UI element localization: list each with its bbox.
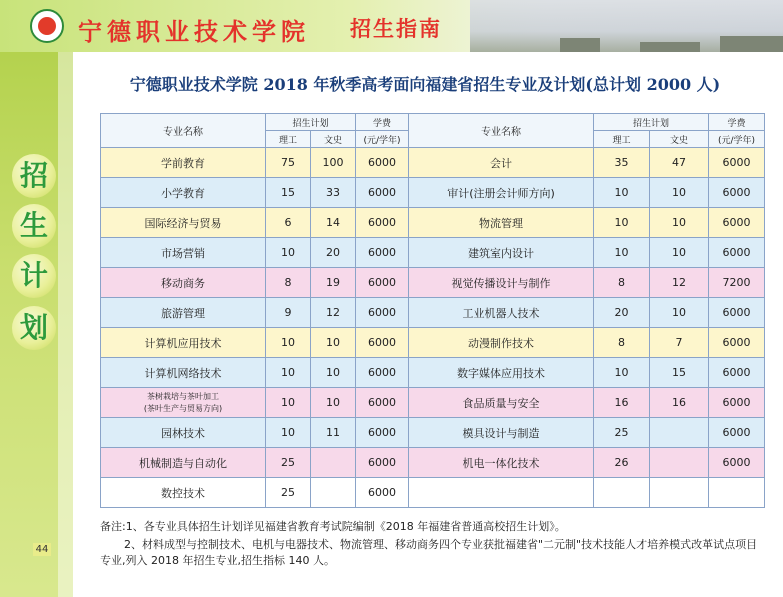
- header-building: [720, 36, 783, 52]
- arts-left: 100: [311, 148, 356, 178]
- page-title: 宁德职业技术学院 2018 年秋季高考面向福建省招生专业及计划(总计划 2000 人): [129, 75, 721, 94]
- major-left: 移动商务: [101, 268, 266, 298]
- major-left-line1: 茶树栽培与茶叶加工: [147, 391, 219, 401]
- major-left: 国际经济与贸易: [101, 208, 266, 238]
- major-right: 建筑室内设计: [409, 238, 594, 268]
- sci-right: 16: [594, 388, 650, 418]
- major-left: 市场营销: [101, 238, 266, 268]
- header-fee-unit-left: (元/学年): [356, 131, 409, 148]
- table-row: [101, 478, 765, 508]
- sci-right: 20: [594, 298, 650, 328]
- major-left: 计算机应用技术: [101, 328, 266, 358]
- table-row: [101, 208, 765, 238]
- sci-left: 9: [266, 298, 311, 328]
- major-left: 小学教育: [101, 178, 266, 208]
- header-school-name: 宁德职业技术学院: [78, 17, 310, 46]
- major-right: 视觉传播设计与制作: [409, 268, 594, 298]
- sci-right: 35: [594, 148, 650, 178]
- fee-left: 6000: [356, 208, 409, 238]
- sci-right: 10: [594, 178, 650, 208]
- arts-left: [311, 448, 356, 478]
- table-row: [101, 448, 765, 478]
- major-right: 工业机器人技术: [409, 298, 594, 328]
- fee-left: 6000: [356, 418, 409, 448]
- arts-left: 10: [311, 328, 356, 358]
- table-row: [101, 238, 765, 268]
- sci-left: 10: [266, 238, 311, 268]
- fee-right: 6000: [709, 418, 765, 448]
- table-row: [101, 328, 765, 358]
- header-fee-right: 学费: [709, 114, 765, 131]
- header-fee-left: 学费: [356, 114, 409, 131]
- fee-left: 6000: [356, 178, 409, 208]
- table-row: [101, 388, 765, 418]
- arts-right: [650, 418, 709, 448]
- fee-right: 6000: [709, 448, 765, 478]
- major-left: 数控技术: [101, 478, 266, 508]
- fee-right: 6000: [709, 148, 765, 178]
- fee-right: 7200: [709, 268, 765, 298]
- arts-right: 10: [650, 178, 709, 208]
- major-right: 机电一体化技术: [409, 448, 594, 478]
- major-left: 园林技术: [101, 418, 266, 448]
- sci-left: 25: [266, 478, 311, 508]
- arts-right: 15: [650, 358, 709, 388]
- arts-right: 10: [650, 298, 709, 328]
- sidebar-char: 招: [12, 154, 56, 198]
- sci-right: 8: [594, 268, 650, 298]
- fee-left: 6000: [356, 478, 409, 508]
- sci-left: 25: [266, 448, 311, 478]
- header-sci-left: 理工: [266, 131, 311, 148]
- sci-left: 75: [266, 148, 311, 178]
- major-right: 食品质量与安全: [409, 388, 594, 418]
- arts-right: [650, 448, 709, 478]
- sci-right: 8: [594, 328, 650, 358]
- fee-right: 6000: [709, 238, 765, 268]
- header-sci-right: 理工: [594, 131, 650, 148]
- fee-left: 6000: [356, 388, 409, 418]
- header-major-right: 专业名称: [409, 114, 594, 148]
- arts-left: 12: [311, 298, 356, 328]
- fee-left: 6000: [356, 448, 409, 478]
- table-row: [101, 148, 765, 178]
- arts-right: 12: [650, 268, 709, 298]
- major-right: [409, 478, 594, 508]
- major-right: 会计: [409, 148, 594, 178]
- sci-right: 10: [594, 208, 650, 238]
- sci-right: 10: [594, 238, 650, 268]
- fee-left: 6000: [356, 268, 409, 298]
- page-header: [0, 0, 783, 52]
- header-major-left: 专业名称: [101, 114, 266, 148]
- fee-right: 6000: [709, 358, 765, 388]
- fee-right: [709, 478, 765, 508]
- major-right: 动漫制作技术: [409, 328, 594, 358]
- sci-left: 6: [266, 208, 311, 238]
- table-row: [101, 178, 765, 208]
- sci-right: 10: [594, 358, 650, 388]
- fee-left: 6000: [356, 148, 409, 178]
- major-right: 物流管理: [409, 208, 594, 238]
- fee-right: 6000: [709, 298, 765, 328]
- major-right: 审计(注册会计师方向): [409, 178, 594, 208]
- sci-left: 10: [266, 418, 311, 448]
- arts-left: [311, 478, 356, 508]
- major-left-line2: (茶叶生产与贸易方向): [143, 403, 223, 413]
- sci-left: 10: [266, 388, 311, 418]
- arts-left: 20: [311, 238, 356, 268]
- sidebar-char: 生: [12, 204, 56, 248]
- major-left: [101, 388, 266, 418]
- arts-right: 47: [650, 148, 709, 178]
- sci-right: 25: [594, 418, 650, 448]
- enrollment-plan-table: [100, 113, 765, 508]
- arts-right: 7: [650, 328, 709, 358]
- major-left: 学前教育: [101, 148, 266, 178]
- fee-left: 6000: [356, 298, 409, 328]
- arts-left: 10: [311, 388, 356, 418]
- arts-left: 10: [311, 358, 356, 388]
- arts-left: 19: [311, 268, 356, 298]
- fee-right: 6000: [709, 178, 765, 208]
- header-building: [640, 42, 700, 52]
- fee-left: 6000: [356, 238, 409, 268]
- arts-right: [650, 478, 709, 508]
- header-plan-right: 招生计划: [594, 114, 709, 131]
- sidebar-char: 划: [12, 306, 56, 350]
- sci-right: 26: [594, 448, 650, 478]
- major-left: 计算机网络技术: [101, 358, 266, 388]
- sci-left: 8: [266, 268, 311, 298]
- fee-right: 6000: [709, 328, 765, 358]
- fee-right: 6000: [709, 388, 765, 418]
- table-header-row: [101, 114, 765, 131]
- arts-right: 10: [650, 208, 709, 238]
- major-right: 模具设计与制造: [409, 418, 594, 448]
- sidebar-char: 计: [12, 254, 56, 298]
- major-right: 数字媒体应用技术: [409, 358, 594, 388]
- sci-right: [594, 478, 650, 508]
- arts-right: 10: [650, 238, 709, 268]
- header-section-title: 招生指南: [350, 17, 442, 41]
- sidebar: [0, 52, 73, 597]
- footnote-1: 备注:1、各专业具体招生计划详见福建省教育考试院编制《2018 年福建省普通高校招生计划》。: [100, 520, 566, 533]
- header-building: [560, 38, 600, 52]
- sci-left: 10: [266, 328, 311, 358]
- table-row: [101, 418, 765, 448]
- arts-left: 14: [311, 208, 356, 238]
- header-fee-unit-right: (元/学年): [709, 131, 765, 148]
- page-number: 44: [33, 543, 51, 556]
- footnote-2: 2、材料成型与控制技术、电机与电器技术、物流管理、移动商务四个专业获批福建省"二元制"技术技能人才培养模式改革试点项目专业,列入 2018 年招生专业,招生指标 140 人。: [100, 538, 758, 567]
- major-left: 机械制造与自动化: [101, 448, 266, 478]
- sci-left: 10: [266, 358, 311, 388]
- sci-left: 15: [266, 178, 311, 208]
- header-arts-right: 文史: [650, 131, 709, 148]
- fee-right: 6000: [709, 208, 765, 238]
- table-row: [101, 298, 765, 328]
- table-row: [101, 358, 765, 388]
- header-arts-left: 文史: [311, 131, 356, 148]
- arts-left: 33: [311, 178, 356, 208]
- major-left: 旅游管理: [101, 298, 266, 328]
- fee-left: 6000: [356, 358, 409, 388]
- arts-right: 16: [650, 388, 709, 418]
- table-row: [101, 268, 765, 298]
- fee-left: 6000: [356, 328, 409, 358]
- header-plan-left: 招生计划: [266, 114, 356, 131]
- school-logo: [30, 9, 64, 43]
- arts-left: 11: [311, 418, 356, 448]
